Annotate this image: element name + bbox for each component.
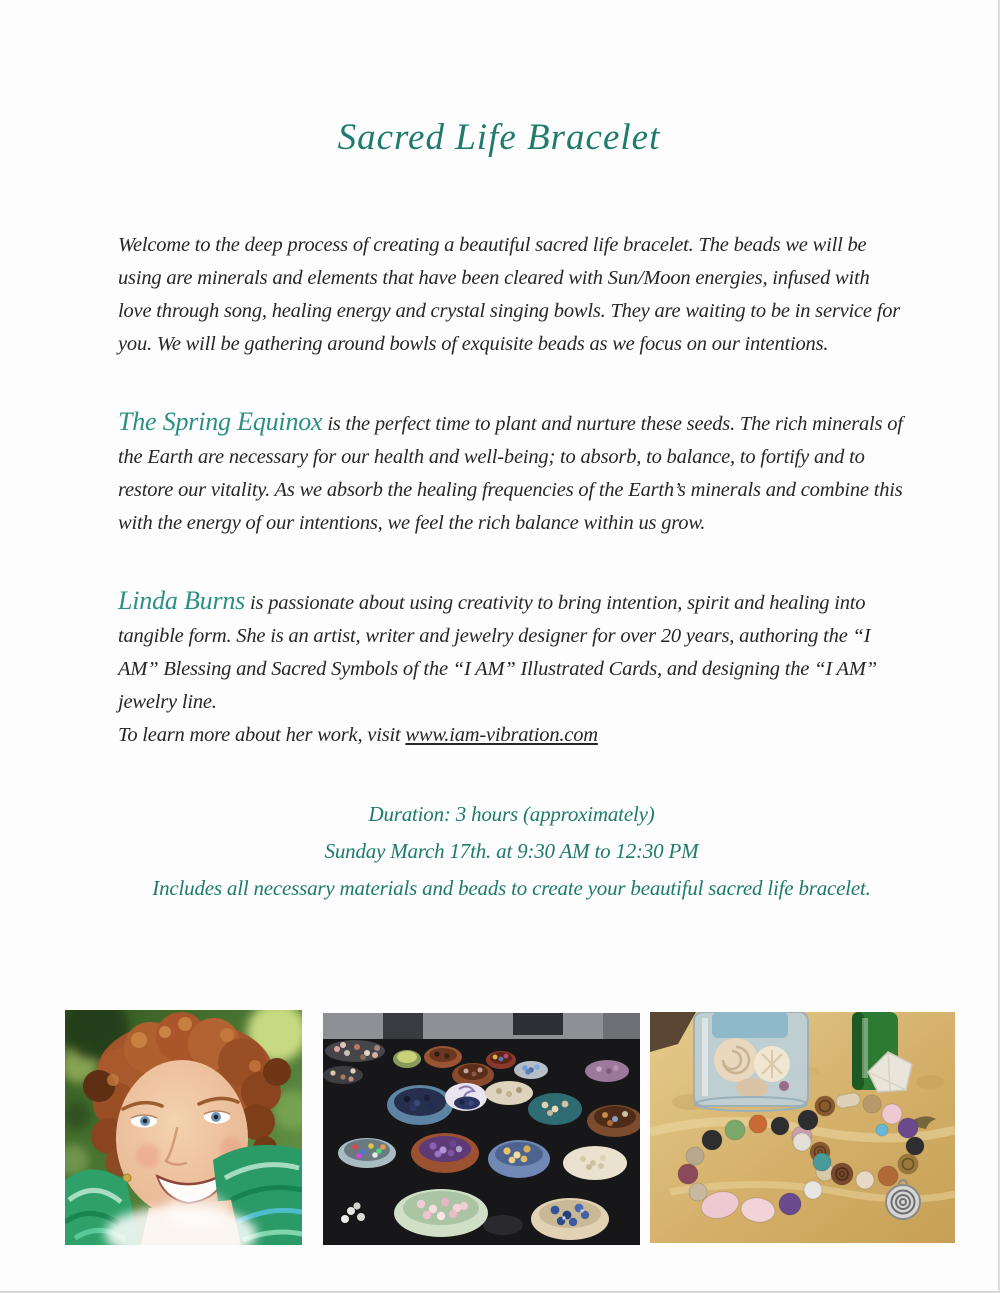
schedule-date-time: Sunday March 17th. at 9:30 AM to 12:30 PM bbox=[324, 839, 699, 863]
equinox-lead: The Spring Equinox bbox=[118, 407, 323, 436]
shell-glass bbox=[694, 1012, 808, 1111]
intro-paragraph bbox=[118, 229, 905, 361]
equinox-paragraph bbox=[118, 405, 905, 540]
website-link[interactable]: www.iam-vibration.com bbox=[405, 724, 598, 746]
bracelet-photo-art bbox=[650, 1012, 955, 1243]
bio-lead: Linda Burns bbox=[118, 586, 246, 615]
page-title: Sacred Life Bracelet bbox=[337, 117, 661, 158]
flyer-body bbox=[118, 229, 905, 907]
learn-more-text: To learn more about her work, visit bbox=[118, 724, 406, 746]
bio-text: is passionate about using creativity to bring intention, spirit and healing into tangible form. She is an artist, writer and jewelry designer for over 20 years, authoring the “I AM” Blessing and Sacred Symbols of the “I AM” Illustrated Cards, and designing the “I AM” jewelry line. bbox=[118, 592, 877, 713]
back-wall bbox=[323, 1013, 640, 1039]
bead-bowls-photo-art bbox=[323, 1013, 640, 1245]
intro-text: Welcome to the deep process of creating a beautiful sacred life bracelet. The beads we will be using are minerals and elements that have been cleared with Sun/Moon energies, infused with love through song, healing energy and crystal singing bowls. They are waiting to be in service for you. We will be gathering around bowls of exquisite beads as we focus on our intentions. bbox=[118, 234, 901, 355]
schedule-includes: Includes all necessary materials and beads to create your beautiful sacred life bracelet. bbox=[152, 876, 871, 900]
photo-row bbox=[65, 1010, 955, 1245]
bead-bowls-photo bbox=[323, 1013, 640, 1245]
schedule-block bbox=[118, 796, 905, 907]
bracelet-photo bbox=[650, 1012, 955, 1243]
bio-paragraph bbox=[118, 584, 905, 752]
portrait-photo-art bbox=[65, 1010, 302, 1245]
equinox-text: is the perfect time to plant and nurture these seeds. The rich minerals of the Earth are necessary for our health and well-being; to absorb, to balance, to fortify and to restore our vitality. As we absorb the healing frequencies of the Earth’s minerals and combine this with the energy of our intentions, we feel the rich balance within us grow. bbox=[118, 413, 903, 534]
portrait-photo bbox=[65, 1010, 302, 1245]
learn-more-line bbox=[118, 719, 905, 752]
schedule-duration: Duration: 3 hours (approximately) bbox=[368, 802, 655, 826]
